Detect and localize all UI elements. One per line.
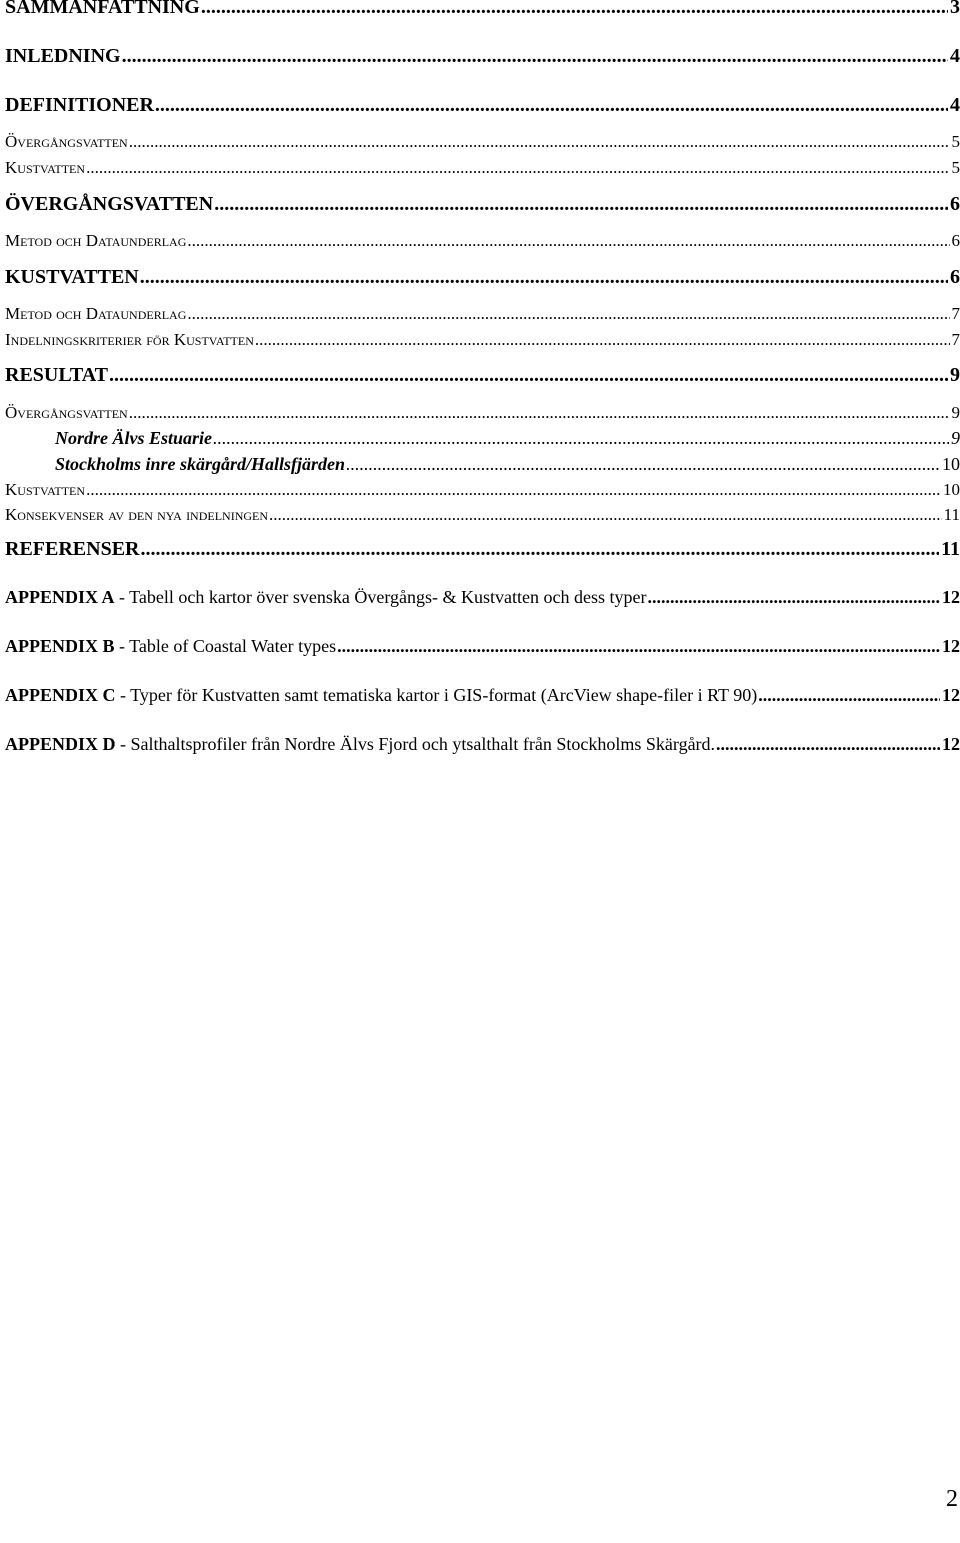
toc-entry-overgangsvatten-def[interactable] (5, 133, 960, 150)
toc-entry-title: Metod och Dataunderlag (5, 231, 187, 250)
toc-entry-page: 9 (951, 403, 960, 422)
toc-entry-page: 6 (950, 193, 960, 215)
dot-leader (187, 232, 949, 249)
toc-entry-page: 7 (951, 330, 960, 349)
dot-leader (86, 481, 941, 498)
toc-entry-page: 12 (942, 685, 960, 705)
dot-leader (129, 404, 950, 421)
toc-entry-konsekvenser[interactable] (5, 506, 960, 523)
appendix-label: APPENDIX A (5, 587, 115, 607)
toc-entry-page: 11 (943, 505, 960, 524)
toc-entry-title: Stockholms inre skärgård/Hallsfjärden (55, 454, 346, 474)
toc-entry-metod-1[interactable] (5, 232, 960, 249)
toc-entry-title: Nordre Älvs Estuarie (55, 428, 213, 448)
dot-leader (86, 159, 949, 176)
toc-entry-page: 9 (950, 364, 960, 386)
toc-entry-title: DEFINITIONER (5, 94, 154, 116)
dot-leader (647, 588, 940, 606)
toc-entry-sammanfattning[interactable] (5, 0, 960, 17)
appendix-label: APPENDIX D (5, 734, 116, 754)
toc-entry-title: REFERENSER (5, 538, 140, 560)
dot-leader (129, 133, 950, 150)
toc-entry-appendix-d[interactable] (5, 735, 960, 753)
toc-entry-page: 5 (951, 158, 960, 177)
toc-entry-page: 6 (951, 231, 960, 250)
toc-entry-page: 12 (942, 587, 960, 607)
dot-leader (758, 686, 940, 704)
dot-leader (255, 331, 950, 348)
toc-entry-kustvatten-def[interactable] (5, 159, 960, 176)
dot-leader (213, 429, 949, 447)
toc-entry-metod-2[interactable] (5, 305, 960, 322)
toc-entry-page: 9 (951, 428, 960, 448)
toc-entry-title: Konsekvenser av den nya indelningen (5, 505, 269, 524)
toc-entry-referenser[interactable] (5, 539, 960, 559)
toc-entry-kustvatten-res[interactable] (5, 481, 960, 498)
toc-entry-page: 10 (942, 454, 960, 474)
toc-entry-title: INLEDNING (5, 45, 121, 67)
toc-entry-page: 12 (942, 636, 960, 656)
toc-entry-appendix-b[interactable] (5, 637, 960, 655)
toc-entry-title: SAMMANFATTNING (5, 0, 200, 18)
page-number: 2 (946, 1486, 958, 1512)
toc-entry-overgangsvatten[interactable] (5, 194, 960, 214)
toc-entry-appendix-a[interactable] (5, 588, 960, 606)
toc-entry-title (5, 637, 336, 655)
dot-leader (155, 95, 948, 115)
toc-entry-title: Metod och Dataunderlag (5, 304, 187, 323)
toc-entry-title: Kustvatten (5, 158, 86, 177)
toc-entry-page: 7 (951, 304, 960, 323)
dot-leader (716, 735, 940, 753)
toc-entry-page: 4 (950, 45, 960, 67)
toc-entry-stockholms-inre[interactable] (5, 455, 960, 473)
toc-entry-definitioner[interactable] (5, 95, 960, 115)
appendix-label: APPENDIX B (5, 636, 115, 656)
dot-leader (109, 365, 948, 385)
toc-entry-kustvatten[interactable] (5, 267, 960, 287)
toc-entry-overgangsvatten-res[interactable] (5, 404, 960, 421)
toc-entry-title (5, 686, 757, 704)
dot-leader (140, 539, 939, 559)
toc-entry-title: Kustvatten (5, 480, 86, 499)
toc-entry-title: ÖVERGÅNGSVATTEN (5, 193, 214, 215)
toc-entry-page: 3 (950, 0, 960, 18)
toc-entry-inledning[interactable] (5, 46, 960, 66)
toc-entry-title: Indelningskriterier för Kustvatten (5, 330, 254, 349)
toc-entry-page: 11 (941, 538, 960, 560)
appendix-label: APPENDIX C (5, 685, 116, 705)
toc-entry-page: 5 (951, 132, 960, 151)
appendix-description: - Table of Coastal Water types (114, 636, 337, 656)
toc-entry-title: KUSTVATTEN (5, 266, 139, 288)
dot-leader (201, 0, 948, 17)
toc-entry-page: 12 (942, 734, 960, 754)
toc-entry-appendix-c[interactable] (5, 686, 960, 704)
appendix-description: - Typer för Kustvatten samt tematiska kartor i GIS-format (ArcView shape-filer i RT 90) (115, 685, 758, 705)
toc-entry-indelningskriterier[interactable] (5, 331, 960, 348)
toc-entry-title (5, 735, 715, 753)
toc-entry-page: 4 (950, 94, 960, 116)
appendix-description: - Salthaltsprofiler från Nordre Älvs Fjord och ytsalthalt från Stockholms Skärgård. (115, 734, 716, 754)
appendix-description: - Tabell och kartor över svenska Övergångs- & Kustvatten och dess typer (114, 587, 647, 607)
dot-leader (337, 637, 940, 655)
dot-leader (140, 267, 948, 287)
toc-entry-title: Övergångsvatten (5, 403, 128, 422)
toc-entry-page: 6 (950, 266, 960, 288)
toc-entry-page: 10 (943, 480, 960, 499)
dot-leader (214, 194, 948, 214)
dot-leader (122, 46, 948, 66)
toc-entry-title: Övergångsvatten (5, 132, 128, 151)
dot-leader (346, 455, 940, 473)
toc-entry-nordre-alvs[interactable] (5, 429, 960, 447)
toc-entry-title: RESULTAT (5, 364, 109, 386)
toc-entry-title (5, 588, 646, 606)
dot-leader (269, 506, 942, 523)
toc-entry-resultat[interactable] (5, 365, 960, 385)
dot-leader (187, 305, 949, 322)
